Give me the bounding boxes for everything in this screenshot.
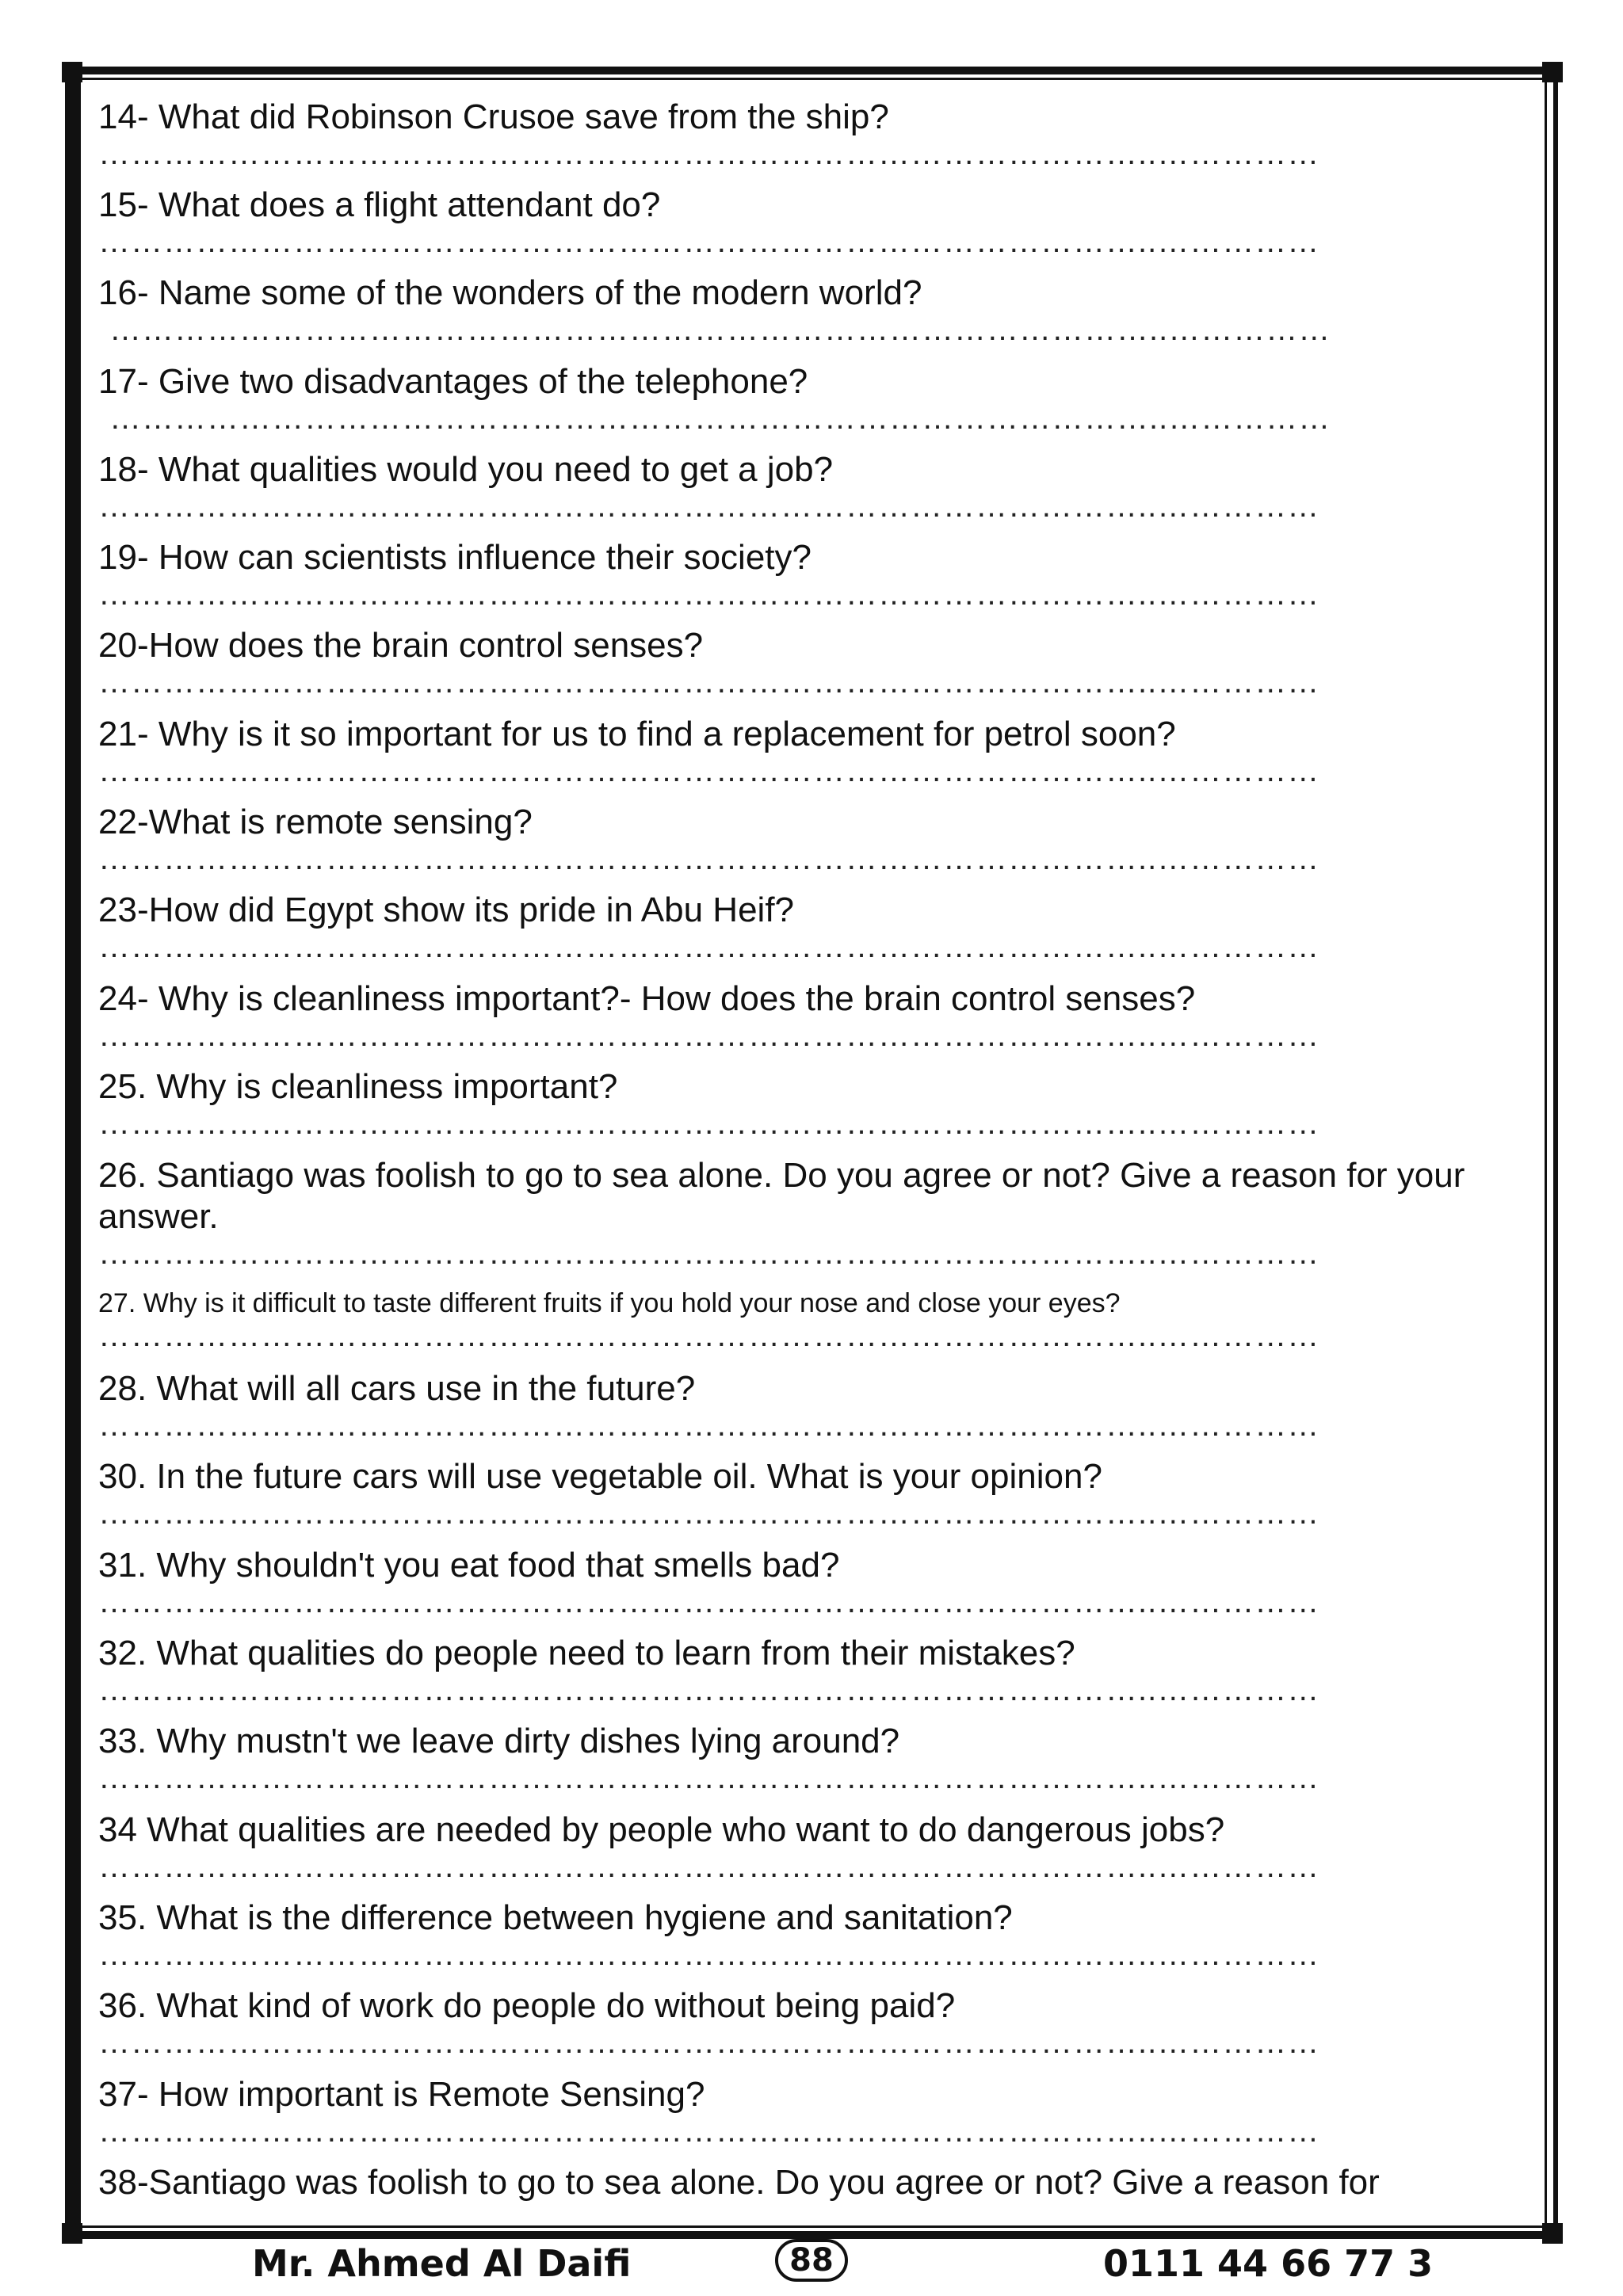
question-item [98, 185, 1541, 257]
page-number-badge: 88 [775, 2239, 848, 2282]
page-footer [0, 2239, 1623, 2286]
question-item [98, 1633, 1541, 1706]
answer-line[interactable]: ……………………………………………………………………………………..…………… [98, 490, 1320, 522]
answer-line[interactable]: ……………………………………………………………………………………..…………… [98, 1851, 1320, 1882]
answer-line[interactable]: ……………………………………………………………………………………..…………… [109, 402, 1331, 434]
question-text: 35. What is the difference between hygiene and sanitation? [98, 1898, 1013, 1937]
question-text: 26. Santiago was foolish to go to sea alone. Do you agree or not? Give a reason for your answer. [98, 1156, 1465, 1236]
answer-line[interactable]: ……………………………………………………………………………………..…………… [98, 1320, 1320, 1352]
answer-line[interactable]: ……………………………………………………………………………………..…………… [98, 2027, 1320, 2058]
question-item [98, 890, 1541, 963]
question-item [98, 1155, 1541, 1269]
answer-line[interactable]: ……………………………………………………………………………………..…………… [98, 666, 1320, 698]
answer-line[interactable]: ……………………………………………………………………………………..…………… [98, 1586, 1320, 1618]
question-item [98, 97, 1541, 170]
answer-line[interactable]: ……………………………………………………………………………………..…………… [98, 1497, 1320, 1529]
question-item [98, 537, 1541, 610]
answer-line[interactable]: ……………………………………………………………………………………..…………… [98, 1674, 1320, 1706]
question-text: 24- Why is cleanliness important?- How does the brain control senses? [98, 979, 1196, 1018]
answer-line[interactable]: ……………………………………………………………………………………..…………… [109, 314, 1331, 345]
question-item [98, 1810, 1541, 1882]
phone-number: 0111 44 66 77 3 [1103, 2242, 1434, 2285]
question-text: 20-How does the brain control senses? [98, 626, 704, 665]
question-item [98, 1287, 1541, 1352]
question-text: 23-How did Egypt show its pride in Abu Heif? [98, 891, 795, 929]
question-item [98, 1456, 1541, 1529]
answer-line[interactable]: ……………………………………………………………………………………..…………… [98, 138, 1320, 170]
frame-corner-top-right [1542, 62, 1563, 82]
question-text: 34 What qualities are needed by people who want to do dangerous jobs? [98, 1810, 1225, 1849]
question-text: 38-Santiago was foolish to go to sea alone. Do you agree or not? Give a reason for [98, 2163, 1380, 2202]
question-text: 25. Why is cleanliness important? [98, 1067, 618, 1106]
author-name: Mr. Ahmed Al Daifi [252, 2242, 632, 2285]
frame-corner-top-left [62, 62, 82, 82]
question-text: 33. Why mustn't we leave dirty dishes lying around? [98, 1722, 900, 1760]
question-item [98, 2074, 1541, 2147]
answer-line[interactable]: ……………………………………………………………………………………..…………… [98, 1108, 1320, 1139]
question-item [98, 1985, 1541, 2058]
answer-line[interactable]: ……………………………………………………………………………………..…………… [98, 2115, 1320, 2147]
answer-line[interactable]: ……………………………………………………………………………………..…………… [98, 1762, 1320, 1794]
answer-line[interactable]: ……………………………………………………………………………………..…………… [98, 1020, 1320, 1051]
question-item [98, 1066, 1541, 1139]
answer-line[interactable]: ……………………………………………………………………………………..…………… [98, 226, 1320, 257]
answer-line[interactable]: ……………………………………………………………………………………..…………… [98, 1238, 1320, 1269]
question-item [98, 978, 1541, 1051]
answer-line[interactable]: ……………………………………………………………………………………..…………… [98, 578, 1320, 610]
question-text: 27. Why is it difficult to taste different fruits if you hold your nose and close your eyes? [98, 1288, 1121, 1318]
question-text: 21- Why is it so important for us to find a replacement for petrol soon? [98, 715, 1176, 753]
question-item [98, 1368, 1541, 1441]
question-item [98, 1897, 1541, 1970]
question-text: 14- What did Robinson Crusoe save from the ship? [98, 97, 889, 136]
question-item [98, 273, 1541, 345]
question-text: 30. In the future cars will use vegetable oil. What is your opinion? [98, 1457, 1102, 1496]
answer-line[interactable]: ……………………………………………………………………………………..…………… [98, 755, 1320, 787]
answer-line[interactable]: ……………………………………………………………………………………..…………… [98, 1939, 1320, 1970]
question-item [98, 1545, 1541, 1618]
question-text: 36. What kind of work do people do without being paid? [98, 1986, 956, 2025]
question-text: 16- Name some of the wonders of the modern world? [98, 273, 922, 312]
question-text: 32. What qualities do people need to learn from their mistakes? [98, 1634, 1075, 1672]
question-item [98, 802, 1541, 875]
question-text: 18- What qualities would you need to get a job? [98, 450, 834, 489]
question-text: 28. What will all cars use in the future? [98, 1369, 696, 1408]
answer-line[interactable]: ……………………………………………………………………………………..…………… [98, 843, 1320, 875]
question-text: 17- Give two disadvantages of the telephone? [98, 362, 808, 401]
question-item [98, 2162, 1541, 2203]
question-item [98, 361, 1541, 434]
question-text: 22-What is remote sensing? [98, 803, 533, 841]
question-text: 37- How important is Remote Sensing? [98, 2075, 705, 2114]
answer-line[interactable]: ……………………………………………………………………………………..…………… [98, 931, 1320, 963]
question-text: 15- What does a flight attendant do? [98, 185, 661, 224]
question-item [98, 625, 1541, 698]
question-item [98, 1721, 1541, 1794]
question-text: 31. Why shouldn't you eat food that smells bad? [98, 1546, 840, 1585]
question-text: 19- How can scientists influence their society? [98, 538, 812, 577]
question-item [98, 714, 1541, 787]
answer-line[interactable]: ……………………………………………………………………………………..…………… [98, 1409, 1320, 1441]
question-item [98, 449, 1541, 522]
